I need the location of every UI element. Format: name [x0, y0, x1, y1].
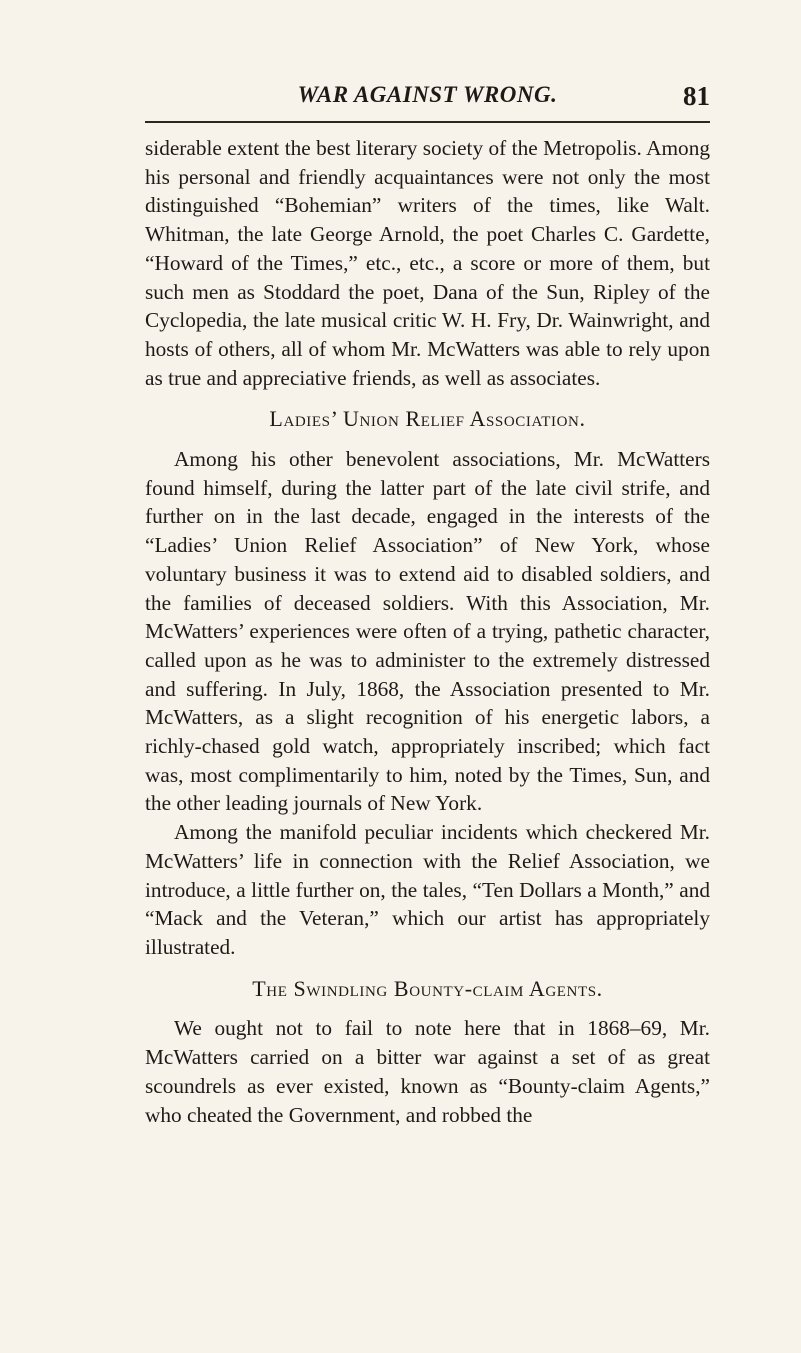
paragraph-relief-association: Among his other benevolent associations, Mr. McWatters found himself, during the latter part of the late civil strife, and further on in the last decade, engaged in the interests of the “Ladies’ Union Relief Association” of New York, whose voluntary business it was to extend aid to disabled soldiers, and the families of deceased soldiers. With this Association, Mr. McWatters’ experiences were often of a trying, pathetic character, called upon as he was to administer to the extremely distressed and suffering. In July, 1868, the Association presented to Mr. McWatters, as a slight recognition of his energetic labors, a richly-chased gold watch, appropriately inscribed; which fact was, most complimentarily to him, noted by the Times, Sun, and the other leading journals of New York.	[145, 447, 710, 816]
paragraph-continued: siderable extent the best literary society of the Metropolis. Among his personal and friendly acquaintances were not only the most distinguished “Bohemian” writers of the times, like Walt. Whitman, the late George Arnold, the poet Charles C. Gardette, “Howard of the Times,” etc., etc., a score or more of them, but such men as Stoddard the poet, Dana of the Sun, Ripley of the Cyclopedia, the late musical critic W. H. Fry, Dr. Wainwright, and hosts of others, all of whom Mr. McWatters was able to rely upon as true and appreciative friends, as well as associates.	[145, 136, 710, 390]
body-text	[145, 134, 710, 1129]
running-title: WAR AGAINST WRONG.	[297, 82, 558, 107]
page-number: 81	[683, 81, 710, 111]
section-heading-bounty-claim: The Swindling Bounty-claim Agents.	[252, 975, 603, 1001]
paragraph-bounty-claim: We ought not to fail to note here that in 1868–69, Mr. McWatters carried on a bitter war against a set of as great scoundrels as ever existed, known as “Bounty-claim Agents,” who cheated the Government, and robbed the	[145, 1016, 710, 1127]
paragraph-incidents: Among the manifold peculiar incidents which checkered Mr. McWatters’ life in connection with the Relief Association, we introduce, a little further on, the tales, “Ten Dollars a Month,” and “Mack and the Veteran,” which our artist has appropriately illustrated.	[145, 820, 710, 959]
section-heading-ladies-union: Ladies’ Union Relief Association.	[269, 406, 586, 432]
running-head	[145, 82, 710, 112]
header-rule	[145, 121, 710, 123]
